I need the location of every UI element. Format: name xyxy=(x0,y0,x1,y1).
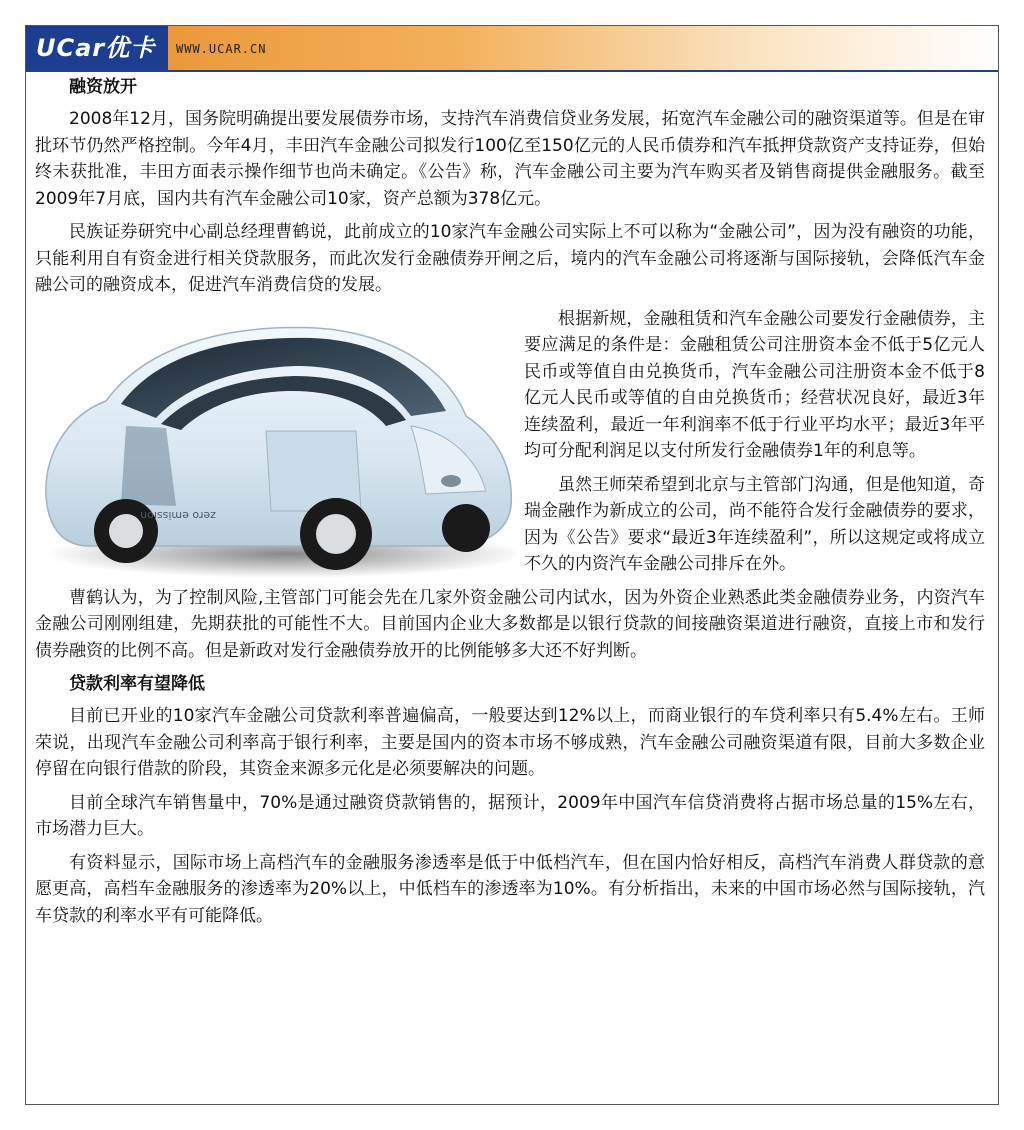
paragraph: 民族证券研究中心副总经理曹鹤说，此前成立的10家汽车金融公司实际上不可以称为“金融公司”，因为没有融资的功能，只能利用自有资金进行相关贷款服务，而此次发行金融债券开闸之后，境内的汽车金融公司将逐渐与国际接轨，会降低汽车金融公司的融资成本，促进汽车消费信贷的发展。 xyxy=(35,222,985,295)
ucar-logo[interactable]: UCar优卡 xyxy=(26,26,168,70)
paragraph: 曹鹤认为，为了控制风险,主管部门可能会先在几家外资金融公司内试水，因为外资企业熟悉此类金融债券业务，内资汽车金融公司刚刚组建，先期获批的可能性不大。目前国内企业大多数都是以银行贷款的间接融资渠道进行融资，直接上市和发行债券融资的比例不高。但是新政对发行金融债券放开的比例能够多大还不好判断。 xyxy=(35,587,985,661)
article-frame xyxy=(25,25,999,1105)
section-heading-financing: 融资放开 xyxy=(69,77,137,97)
paragraph: 目前已开业的10家汽车金融公司贷款利率普遍偏高，一般要达到12%以上，而商业银行的车贷利率只有5.4%左右。王师荣说，出现汽车金融公司利率高于银行利率，主要是国内的资本市场不够成熟，汽车金融公司融资渠道有限，目前大多数企业停留在向银行借款的阶段，其资金来源多元化是必须要解决的问题。 xyxy=(35,706,985,779)
site-url[interactable]: WWW.UCAR.CN xyxy=(176,42,267,56)
paragraph: 有资料显示，国际市场上高档汽车的金融服务渗透率是低于中低档汽车，但在国内恰好相反，高档汽车消费人群贷款的意愿更高，高档车金融服务的渗透率为20%以上，中低档车的渗透率为10%。有分析指出，未来的中国市场必然与国际接轨，汽车贷款的利率水平有可能降低。 xyxy=(35,852,985,926)
article-content xyxy=(35,74,985,936)
paragraph: 根据新规，金融租赁和汽车金融公司要发行金融债券，主要应满足的条件是：金融租赁公司注册资本金不低于5亿元人民币或等值自由兑换货币，汽车金融公司注册资本金不低于8亿元人民币或等值的自由兑换货币；经营状况良好，最近3年连续盈利，最近一年利润率不低于行业平均水平；最近3年平均可分配利润足以支付所发行金融债券1年的利息等。 xyxy=(524,308,985,461)
car-badge: zero emission xyxy=(140,508,216,522)
paragraph: 2008年12月，国务院明确提出要发展债券市场，支持汽车消费信贷业务发展，拓宽汽车金融公司的融资渠道等。但是在审批环节仍然严格控制。今年4月，丰田汽车金融公司拟发行100亿至150亿元的人民币债券和汽车抵押贷款资产支持证券，但始终未获批准，丰田方面表示操作细节也尚未确定。《公告》称，汽车金融公司主要为汽车购买者及销售商提供金融服务。截至2009年7月底，国内共有汽车金融公司10家，资产总额为378亿元。 xyxy=(35,109,985,209)
site-header xyxy=(26,26,998,72)
paragraph: 目前全球汽车销售量中，70%是通过融资贷款销售的，据预计，2009年中国汽车信贷消费将占据市场总量的15%左右，市场潜力巨大。 xyxy=(35,792,985,839)
section-heading-loan-rate: 贷款利率有望降低 xyxy=(69,674,205,694)
car-image xyxy=(26,306,516,582)
paragraph: 虽然王师荣希望到北京与主管部门沟通，但是他知道，奇瑞金融作为新成立的公司，尚不能符合发行金融债券的要求，因为《公告》要求“最近3年连续盈利”，所以这规定或将成立不久的内资汽车金融公司排斥在外。 xyxy=(524,474,985,574)
car-illustration xyxy=(26,306,516,582)
